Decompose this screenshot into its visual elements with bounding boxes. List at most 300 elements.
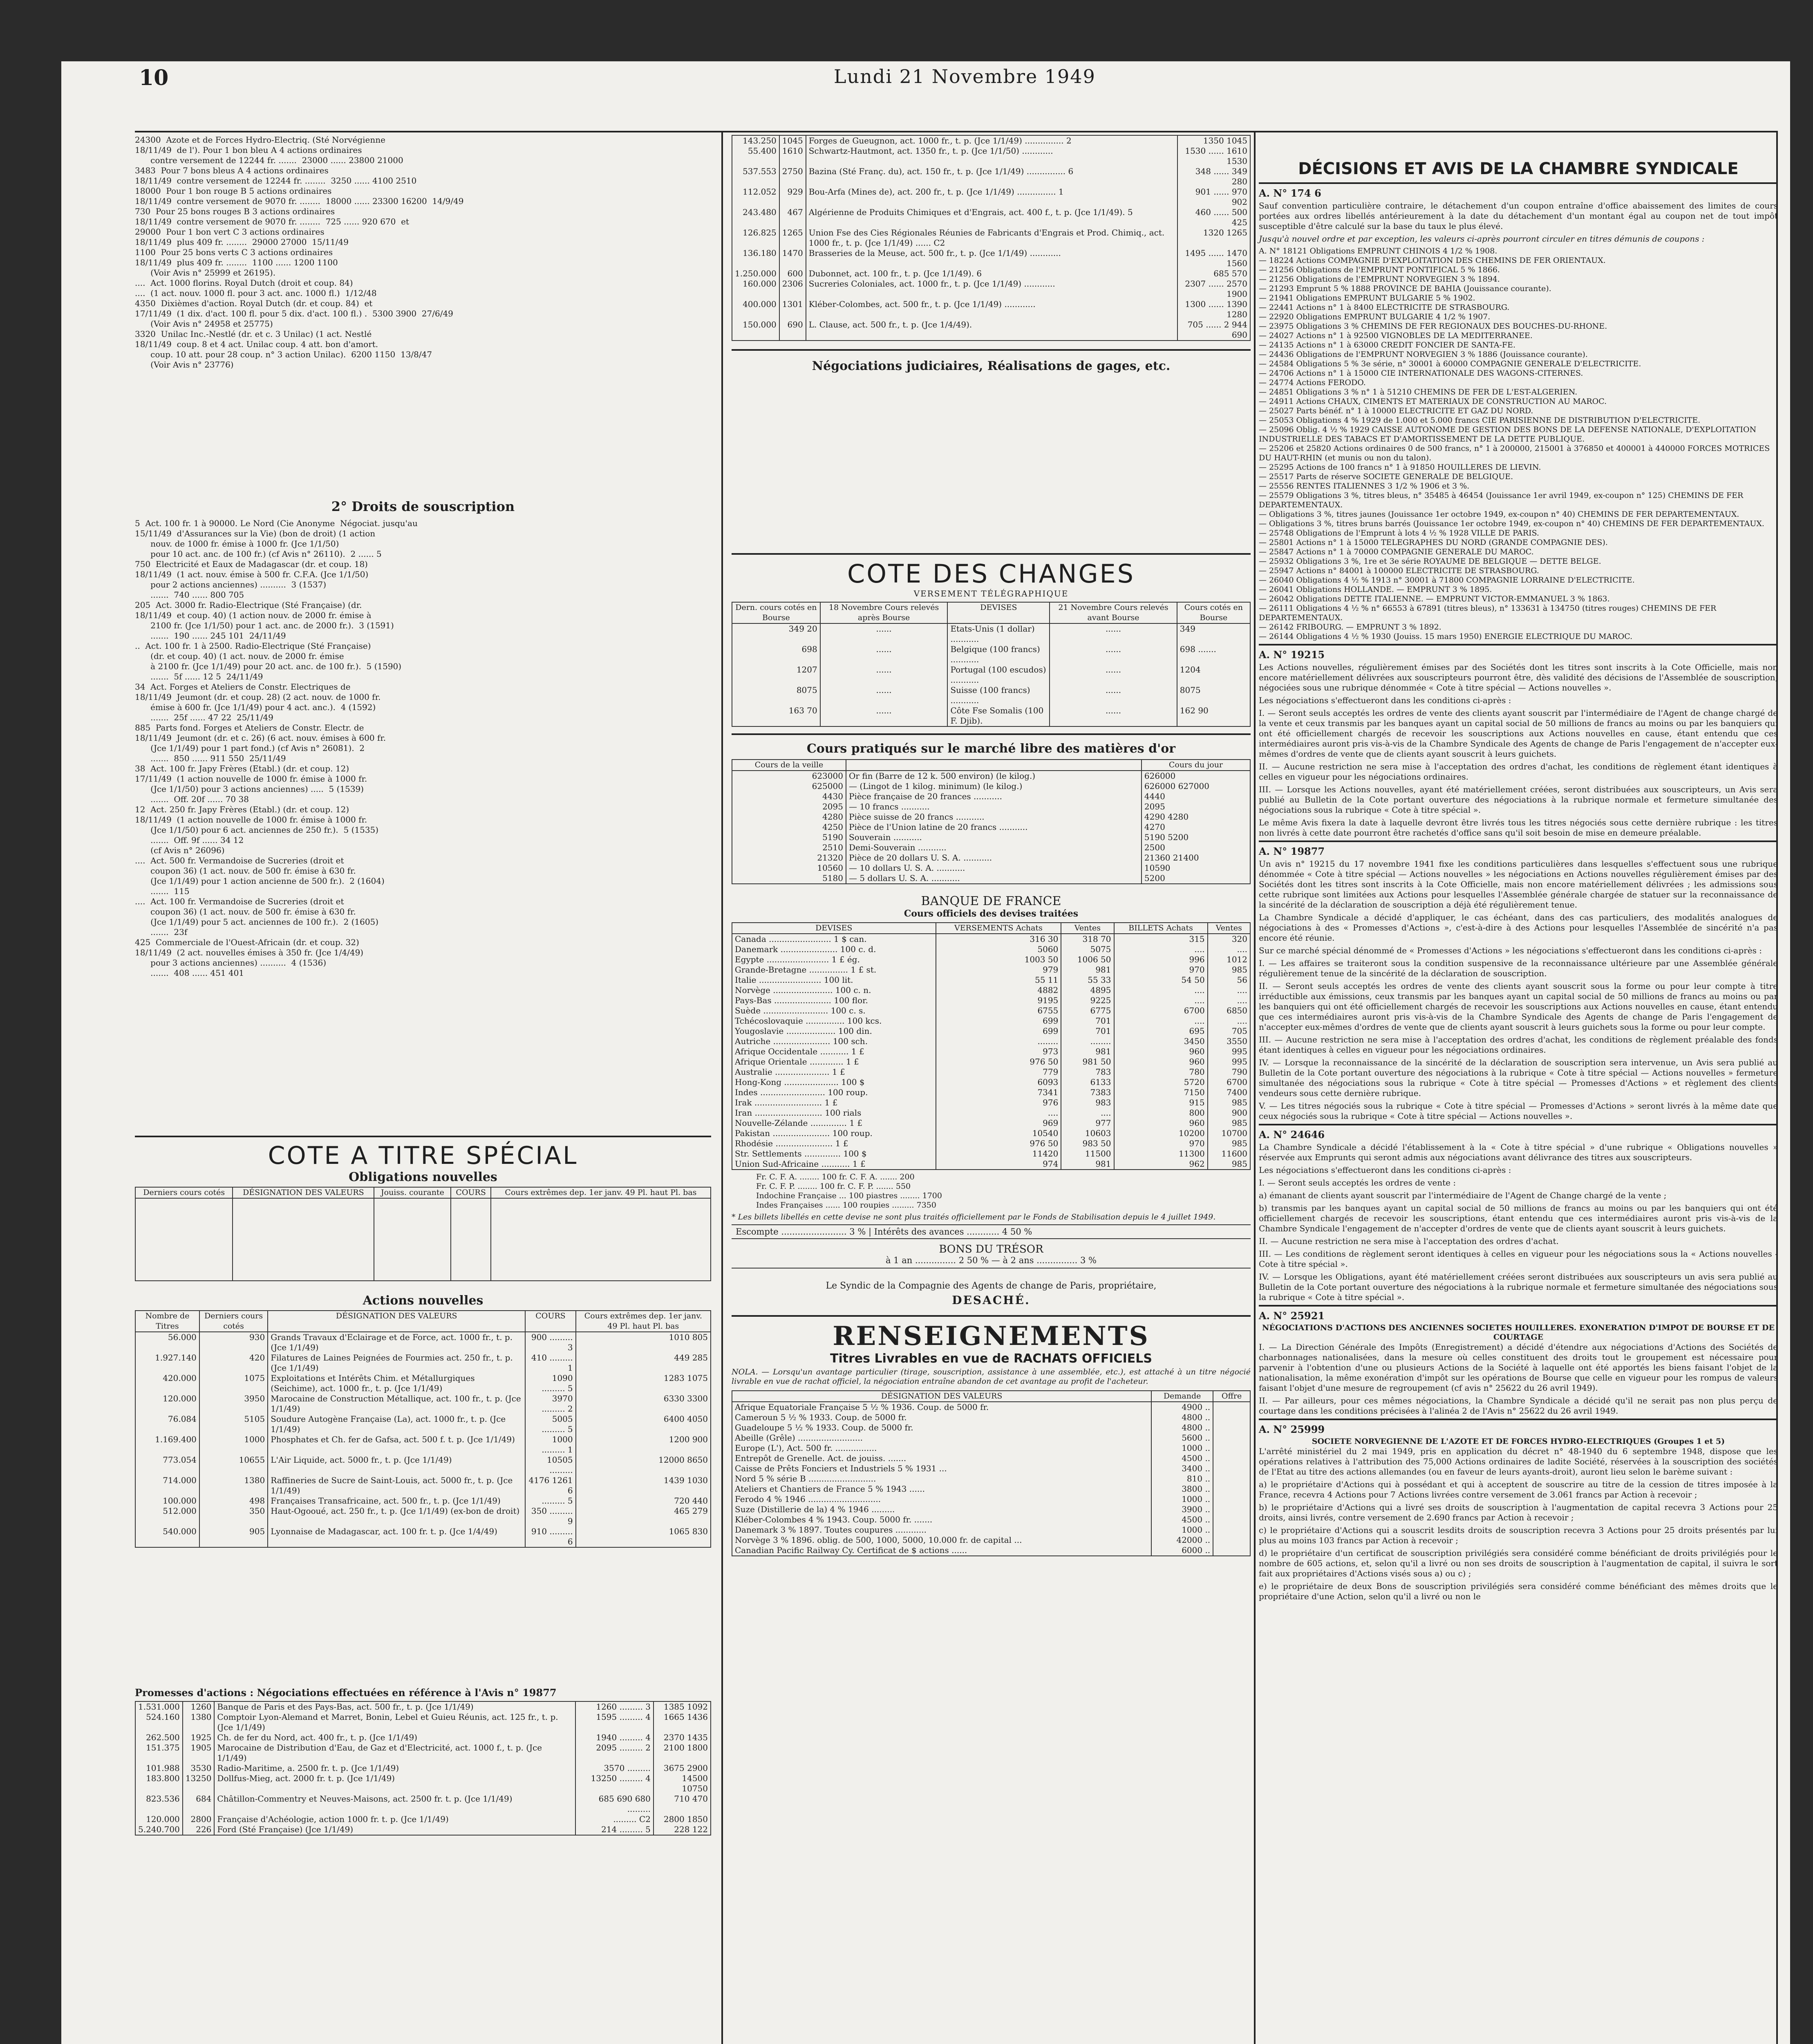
table-cell: Marocaine de Construction Métallique, act. 100 fr., t. p. (Jce 1/1/49) <box>268 1394 525 1414</box>
text-line: 2100 fr. (Jce 1/1/50) pour 1 act. anc. de 2000 fr.). 3 (1591) <box>135 621 394 630</box>
text-line: 18/11/49 (1 action nouvelle de 1000 fr. émise à 1000 fr. <box>135 815 367 825</box>
rule <box>1259 644 1778 645</box>
table-row <box>732 1118 1250 1128</box>
table-cell: 5600 .. <box>1151 1433 1213 1443</box>
table-cell: 983 50 <box>1061 1139 1114 1149</box>
table-cell: 790 <box>1208 1067 1250 1077</box>
table-cell: 1260 <box>183 1701 215 1712</box>
text-line: 4350 Dixièmes d'action. Royal Dutch (dr. et coup. 84) et <box>135 298 373 308</box>
table-row <box>732 135 1250 146</box>
col-header: Cours de la veille <box>732 760 846 771</box>
text-line: — 26111 Obligations 4 ½ % n° 66553 à 67891 (titres bleus), n° 133631 à 134750 (titres rouges) CHEMINS DE FER DEPARTEMENTAUX. <box>1259 604 1719 622</box>
bdf-table <box>732 922 1251 1170</box>
table-cell <box>1213 1402 1250 1412</box>
table-cell <box>1213 1484 1250 1494</box>
text-line: 18/11/49 (2 act. nouvelles émises à 350 fr. (Jce 1/4/49) <box>135 948 364 957</box>
paragraph: a) le propriétaire d'Actions qui à possédant et qui à acceptent de souscrire au titre de la cession de titres imposée à la France, recevra 4 Actions pour 7 Actions livrées contre versement de 3.061 francs par Action à recevoir ; <box>1259 1479 1778 1499</box>
text-line: — Obligations 3 %, titres jaunes (Jouissance 1er octobre 1949, ex-coupon n° 40) CHEMINS DE FER DEPARTEMENTAUX. <box>1259 510 1739 519</box>
table-cell: 1000 .. <box>1151 1525 1213 1535</box>
table-cell: 42000 .. <box>1151 1535 1213 1545</box>
table-cell: Hong-Kong ..................... 100 $ <box>732 1077 936 1087</box>
table-cell: 1265 <box>779 228 806 248</box>
table-cell: 1925 <box>183 1732 215 1743</box>
table-cell: Dollfus-Mieg, act. 2000 fr. t. p. (Jce 1/1/49) <box>214 1773 575 1794</box>
table-cell: 10540 <box>936 1128 1061 1139</box>
table-cell: 6775 <box>1061 1006 1114 1016</box>
paragraph: L'arrêté ministériel du 2 mai 1949, pris en application du décret n° 48-1940 du 6 septembre 1948, dispose que les opérations relatives à l'attribution des 75,000 Actions ordinaires de ladite Société, réservées à la souscription des sociétés de l'Etat au titre des actions allemandes (ou en faveur de leurs ayants-droit), auront lieu selon le barème suivant : <box>1259 1446 1778 1477</box>
paragraph: La Chambre Syndicale a décidé d'appliquer, le cas échéant, dans des cas particuliers, des modalités analogues de négociations à des « Promesses d'Actions », c'est-à-dire à des Actions pour lesquelles l'Assemblée de sincérité n'a pas encore été réunie. <box>1259 912 1778 943</box>
table-cell: 5720 <box>1114 1077 1208 1087</box>
text-line: coupon 36) (1 act. nouv. de 500 fr. émise à 630 fr. <box>135 866 356 876</box>
table-cell: 3900 .. <box>1151 1504 1213 1515</box>
page-header <box>139 61 1749 106</box>
bdf-subtitle: Cours officiels des devises traitées <box>904 908 1079 919</box>
table-cell: 695 <box>1114 1026 1208 1036</box>
text-line: pour 2 actions anciennes) .......... 3 (1537) <box>135 580 327 589</box>
table-row <box>732 1453 1250 1464</box>
text-line: — 24911 Actions CHAUX, CIMENTS ET MATERIAUX DE CONSTRUCTION AU MAROC. <box>1259 397 1607 406</box>
text-line: — 24584 Obligations 5 % 3e série, n° 30001 à 60000 COMPAGNIE GENERALE D'ELECTRICITE. <box>1259 359 1641 368</box>
table-cell: 5190 <box>732 832 846 843</box>
table-cell: 714.000 <box>135 1475 199 1496</box>
text-line: ....... 408 ...... 451 401 <box>135 968 244 978</box>
col-header <box>846 760 1142 771</box>
text-line: .... Act. 100 fr. Vermandoise de Sucreries (droit et <box>135 896 344 906</box>
table-cell: 701 <box>1061 1016 1114 1026</box>
col-header: DEVISES <box>947 602 1050 623</box>
text-line: — 25517 Parts de réserve SOCIETE GENERALE DE BELGIQUE. <box>1259 472 1513 481</box>
table-cell: 962 <box>1114 1159 1208 1170</box>
text-line: 1100 Pour 25 bons verts C 3 actions ordinaires <box>135 247 333 257</box>
table-cell: 985 <box>1208 1118 1250 1128</box>
table-cell: 626000 <box>1142 771 1250 781</box>
table-cell: ...... <box>820 623 948 644</box>
table-cell: 1012 <box>1208 955 1250 965</box>
syndic-line: Le Syndic de la Compagnie des Agents de change de Paris, propriétaire, <box>826 1281 1157 1291</box>
table-cell <box>1213 1525 1250 1535</box>
table-cell: 7383 <box>1061 1087 1114 1098</box>
bdf-title: BANQUE DE FRANCE <box>921 894 1061 908</box>
table-cell: 1200 900 <box>576 1434 711 1455</box>
table-cell: 151.375 <box>135 1743 183 1763</box>
table-cell: 226 <box>183 1824 215 1835</box>
table-cell: 2306 <box>779 279 806 299</box>
table-cell: Ferodo 4 % 1946 ............................ <box>732 1494 1151 1504</box>
table-cell: Europe (L'), Act. 500 fr. ................ <box>732 1443 1151 1453</box>
table-cell: 685 690 680 ......... <box>575 1794 654 1814</box>
text-line: — 26042 Obligations DETTE ITALIENNE. — EMPRUNT VICTOR-EMMANUEL 3 % 1863. <box>1259 594 1610 603</box>
table-row <box>732 1423 1250 1433</box>
table-cell: 228 122 <box>654 1824 711 1835</box>
table-cell: 1.169.400 <box>135 1434 199 1455</box>
table-cell: 2500 <box>1142 843 1250 853</box>
table-cell: Belgique (100 francs) ........... <box>947 644 1050 665</box>
table-row <box>135 1475 711 1496</box>
table-cell: Brasseries de la Meuse, act. 500 fr., t. p. (Jce 1/1/49) ............ <box>806 248 1177 269</box>
table-cell: 5180 <box>732 873 846 884</box>
table-cell: 699 <box>936 1016 1061 1026</box>
col-header: Ventes <box>1061 923 1114 934</box>
table-cell: Canada ........................ 1 $ can. <box>732 934 936 944</box>
table-cell: 100.000 <box>135 1496 199 1506</box>
column-middle <box>732 135 1251 1556</box>
text-line: (Jce 1/1/50) pour 6 act. anciennes de 250 fr.). 5 (1535) <box>135 825 379 835</box>
table-row <box>135 1394 711 1414</box>
text-line: — 26041 Obligations HOLLANDE. — EMPRUNT 3 % 1895. <box>1259 585 1492 594</box>
text-line: — 24436 Obligations de l'EMPRUNT NORVEGIEN 3 % 1886 (Jouissance courante). <box>1259 350 1588 359</box>
table-cell: 7341 <box>936 1087 1061 1098</box>
table-cell: 985 <box>1208 1098 1250 1108</box>
text-line: — 26040 Obligations 4 ½ % 1913 n° 30001 à 71800 COMPAGNIE LORRAINE D'ELECTRICITE. <box>1259 576 1635 585</box>
table-row <box>135 1763 711 1773</box>
table-cell: 2095 ......... 2 <box>575 1743 654 1763</box>
text-line: pour 3 actions anciennes) .......... 4 (1536) <box>135 958 327 968</box>
table-cell: 1204 <box>1177 665 1250 685</box>
text-line: — 25096 Oblig. 4 ½ % 1929 CAISSE AUTONOME DE GESTION DES BONS DE LA DEFENSE NATIONALE, D'EXPLOITATION INDUSTRIELLE DES TABACS ET D'AMORTISSEMENT DE LA DETTE PUBLIQUE. <box>1259 425 1759 444</box>
or-table <box>732 759 1251 884</box>
table-cell: 21320 <box>732 853 846 863</box>
table-cell: 460 ...... 500 425 <box>1177 207 1250 228</box>
text-line: — 24851 Obligations 3 % n° 1 à 51210 CHEMINS DE FER DE L'EST-ALGERIEN. <box>1259 388 1578 397</box>
table-cell: 2100 1800 <box>654 1743 711 1763</box>
table-cell: Kléber-Colombes, act. 500 fr., t. p. (Jce 1/1/49) ............ <box>806 299 1177 320</box>
table-cell: L. Clause, act. 500 fr., t. p. (Jce 1/4/49). <box>806 320 1177 341</box>
table-row <box>732 873 1250 884</box>
table-cell: 2800 1850 <box>654 1814 711 1824</box>
table-cell: 10560 <box>732 863 846 873</box>
table-cell: 7150 <box>1114 1087 1208 1098</box>
table-cell <box>1213 1453 1250 1464</box>
table-cell: 780 <box>1114 1067 1208 1077</box>
table-cell: 540.000 <box>135 1526 199 1547</box>
table-cell: 1940 ......... 4 <box>575 1732 654 1743</box>
table-cell: 701 <box>1061 1026 1114 1036</box>
table-row <box>135 1332 711 1353</box>
text-line: — 21293 Emprunt 5 % 1888 PROVINCE DE BAHIA (Jouissance courante). <box>1259 284 1551 293</box>
table-cell: 960 <box>1114 1118 1208 1128</box>
renseignements-title: RENSEIGNEMENTS <box>833 1321 1150 1351</box>
text-line: (Voir Avis n° 25999 et 26195). <box>135 268 276 278</box>
table-cell <box>1213 1504 1250 1515</box>
table-cell: 823.536 <box>135 1794 183 1814</box>
table-cell: 55.400 <box>732 146 779 166</box>
col-header: COURS <box>451 1187 490 1198</box>
table-cell: 1301 <box>779 299 806 320</box>
table-row <box>732 1128 1250 1139</box>
table-row <box>732 207 1250 228</box>
table-cell: 4290 4280 <box>1142 812 1250 822</box>
table-cell: Demi-Souverain ........... <box>846 843 1142 853</box>
col-header: DEVISES <box>732 923 936 934</box>
table-cell: 779 <box>936 1067 1061 1077</box>
table-cell: 10505 ......... <box>525 1455 575 1475</box>
text-line: 5 Act. 100 fr. 1 à 90000. Le Nord (Cie Anonyme Négociat. jusqu'au <box>135 518 418 528</box>
rule <box>1259 1305 1778 1307</box>
table-cell: 995 <box>1208 1057 1250 1067</box>
table-cell: Suze (Distillerie de la) 4 % 1946 ......... <box>732 1504 1151 1515</box>
table-cell: Afrique Orientale ............. 1 £ <box>732 1057 936 1067</box>
text-line: — 25947 Actions n° 84001 à 100000 ELECTRICITE DE STRASBOURG. <box>1259 566 1539 575</box>
table-row <box>732 934 1250 944</box>
table-cell: 930 <box>199 1332 268 1353</box>
table-cell: 960 <box>1114 1047 1208 1057</box>
table-cell: 10700 <box>1208 1128 1250 1139</box>
table-cell: 1320 1265 <box>1177 228 1250 248</box>
text-line: — 24706 Actions n° 1 à 15000 CIE INTERNATIONALE DES WAGONS-CITERNES. <box>1259 369 1583 378</box>
table-cell: 773.054 <box>135 1455 199 1475</box>
table-cell <box>1213 1423 1250 1433</box>
table-cell: 10200 <box>1114 1128 1208 1139</box>
table-cell: ...... <box>1050 623 1177 644</box>
table-cell: 685 570 <box>1177 269 1250 279</box>
table-cell: ...... <box>1050 665 1177 685</box>
table-cell: 262.500 <box>135 1732 183 1743</box>
text-line: ....... 115 <box>135 886 190 896</box>
table-cell: 4430 <box>732 791 846 802</box>
table-cell: 981 <box>1061 1047 1114 1057</box>
col-header: Cours du jour <box>1142 760 1250 771</box>
text-line: .... Act. 500 fr. Vermandoise de Sucreries (droit et <box>135 856 344 865</box>
table-row <box>732 187 1250 207</box>
table-cell: — (Lingot de 1 kilog. minimum) (le kilog.) <box>846 781 1142 791</box>
col-header: VERSEMENTS Achats <box>936 923 1061 934</box>
table-cell: 974 <box>936 1159 1061 1170</box>
table-cell: 5060 <box>936 944 1061 955</box>
paragraph: Les Actions nouvelles, régulièrement émises par des Sociétés dont les titres sont inscrits à la Cote Officielle, mais non encore matériellement délivrées aux souscripteurs pourront être, dès validité des décisions de l'Assemblée de souscription, négociées sous une rubrique dénommée « Cote à titre spécial — Actions nouvelles ». <box>1259 662 1778 693</box>
table-row <box>732 166 1250 187</box>
table-cell: 4270 <box>1142 822 1250 832</box>
table-row <box>732 771 1250 781</box>
table-cell: Schwartz-Hautmont, act. 1350 fr., t. p. (Jce 1/1/50) ............ <box>806 146 1177 166</box>
table-cell: 12000 8650 <box>576 1455 711 1475</box>
table-cell: 3970 ......... 2 <box>525 1394 575 1414</box>
table-cell: 1610 <box>779 146 806 166</box>
table-row <box>732 1016 1250 1026</box>
col-header: DÉSIGNATION DES VALEURS <box>732 1391 1151 1402</box>
table-cell: — 10 dollars U. S. A. ........... <box>846 863 1142 873</box>
table-cell: 800 <box>1114 1108 1208 1118</box>
table-cell: 1350 1045 <box>1177 135 1250 146</box>
table-row <box>732 706 1250 726</box>
text-line: 12 Act. 250 fr. Japy Frères (Etabl.) (dr. et coup. 12) <box>135 805 349 814</box>
paragraph: I. — Seront seuls acceptés les ordres de vente des clients ayant souscrit par l'intermédiaire de l'Agent de change chargé de la vente et ceux transmis par les banques ayant un capital social de 50 millions de francs au moins ou par les banquiers qui ont été officiellement chargés de recevoir les souscriptions aux Actions nouvelles en cause, étant entendu que ces intermédiaires auront pris vis-à-vis de la Chambre Syndicale des Agents de change de Paris l'engagement de n'accepter eux-mêmes d'ordres de vente que de clients ayant souscrit à leurs guichets. <box>1259 708 1778 759</box>
table-cell: 985 <box>1208 1139 1250 1149</box>
table-cell: 4882 <box>936 985 1061 995</box>
paragraph: II. — Aucune restriction ne sera mise à l'acceptation des ordres d'achat, les conditions de règlement étant identiques à celles en vigueur pour les négociations ordinaires. <box>1259 762 1778 782</box>
text-line: — 25932 Obligations 3 %, 1re et 3e série ROYAUME DE BELGIQUE — DETTE BELGE. <box>1259 557 1601 566</box>
table-row <box>732 228 1250 248</box>
table-row <box>732 863 1250 873</box>
table-cell: 3450 <box>1114 1036 1208 1047</box>
table-cell: .... <box>1114 985 1208 995</box>
table-row <box>135 1506 711 1526</box>
table-cell: 537.553 <box>732 166 779 187</box>
paragraph: V. — Les titres négociés sous la rubrique « Cote à titre spécial — Promesses d'Actions » seront livrés à la même date que ceux négociés sous la rubrique « Cote à titre spécial — Actions nouvelles ». <box>1259 1101 1778 1121</box>
table-cell: 2370 1435 <box>654 1732 711 1743</box>
col-header: COURS <box>525 1311 575 1332</box>
text-line: 750 Electricité et Eaux de Madagascar (dr. et coup. 18) <box>135 559 368 569</box>
avis-subtitle: NÉGOCIATIONS D'ACTIONS DES ANCIENNES SOCIETES HOUILLERES. EXONERATION D'IMPOT DE BOURSE ET DE COURTAGE <box>1262 1323 1775 1342</box>
text-line: — 26142 FRIBOURG. — EMPRUNT 3 % 1892. <box>1259 623 1441 632</box>
table-cell: 1380 <box>183 1712 215 1732</box>
table-cell: 970 <box>1114 1139 1208 1149</box>
table-row <box>732 812 1250 822</box>
table-cell: Danemark ...................... 100 c. d. <box>732 944 936 955</box>
text-line: — 25579 Obligations 3 %, titres bleus, n° 35485 à 46454 (Jouissance 1er avril 1949, ex-coupon n° 125) CHEMINS DE FER DEPARTEMENTAUX. <box>1259 491 1746 509</box>
table-row <box>732 1484 1250 1494</box>
table-cell: 720 440 <box>576 1496 711 1506</box>
table-cell: 214 ......... 5 <box>575 1824 654 1835</box>
table-cell: Yougoslavie ................... 100 din. <box>732 1026 936 1036</box>
table-cell: 1003 50 <box>936 955 1061 965</box>
table-cell: Indes ......................... 100 roup. <box>732 1087 936 1098</box>
table-cell: 600 <box>779 269 806 279</box>
table-cell <box>1213 1474 1250 1484</box>
text-line: 18/11/49 contre versement de 9070 fr. ........ 18000 ...... 23300 16200 14/9/49 <box>135 196 464 206</box>
table-cell: ......... 5 <box>525 1496 575 1506</box>
table-cell: 1665 1436 <box>654 1712 711 1732</box>
text-line: — 24027 Actions n° 1 à 92500 VIGNOBLES DE LA MEDITERRANEE. <box>1259 331 1533 340</box>
table-cell: Soudure Autogène Française (La), act. 1000 fr., t. p. (Jce 1/1/49) <box>268 1414 525 1434</box>
avis-number: A. N° 19877 <box>1259 845 1325 857</box>
avis-number: A. N° 25999 <box>1259 1423 1325 1435</box>
text-line: 15/11/49 d'Assurances sur la Vie) (bon de droit) (1 action <box>135 529 376 538</box>
spacer <box>732 381 1251 553</box>
table-cell: 1.531.000 <box>135 1701 183 1712</box>
table-row <box>135 1794 711 1814</box>
text-line: (dr. et coup. 40) (1 act. nouv. de 2000 fr. émise <box>135 651 344 661</box>
table-row <box>732 279 1250 299</box>
table-cell: Grande-Bretagne ............... 1 £ st. <box>732 965 936 975</box>
text-line: — 26144 Obligations 4 ½ % 1930 (Jouiss. 15 mars 1950) ENERGIE ELECTRIQUE DU MAROC. <box>1259 632 1633 641</box>
table-cell: 6700 <box>1114 1006 1208 1016</box>
table-cell: 3550 <box>1208 1036 1250 1047</box>
text-line: 18/11/49 (1 act. nouv. émise à 500 fr. C.F.A. (Jce 1/1/50) <box>135 569 369 579</box>
paragraph: III. — Lorsque les Actions nouvelles, ayant été matériellement créées, seront distribuées aux souscripteurs, un Avis sera publié au Bulletin de la Cote portant ouverture des négociations à la rubrique normale et fermeture simultanée des négociations sous la rubrique « Cote à titre spécial ». <box>1259 784 1778 815</box>
table-cell: Guadeloupe 5 ½ % 1933. Coup. de 5000 fr. <box>732 1423 1151 1433</box>
table-cell: 5200 <box>1142 873 1250 884</box>
table-cell: 126.825 <box>732 228 779 248</box>
table-cell: ...... <box>820 665 948 685</box>
table-cell: 6850 <box>1208 1006 1250 1016</box>
text-line: ....... 5f ...... 12 5 24/11/49 <box>135 672 263 681</box>
table-cell: Françaises Transafricaine, act. 500 fr., t. p. (Jce 1/1/49) <box>268 1496 525 1506</box>
text-line: 38 Act. 100 fr. Japy Frères (Etabl.) (dr. et coup. 12) <box>135 764 349 773</box>
text-line: Indochine Française ... 100 piastres ........ 1700 <box>756 1191 942 1200</box>
table-cell: .... <box>1114 944 1208 955</box>
table-cell: 2307 ...... 2570 1900 <box>1177 279 1250 299</box>
rule <box>1259 182 1778 184</box>
text-line: ....... 190 ...... 245 101 24/11/49 <box>135 631 286 641</box>
table-cell: — 10 francs ........... <box>846 802 1142 812</box>
table-row <box>732 269 1250 279</box>
text-line: — 23975 Obligations 3 % CHEMINS DE FER REGIONAUX DES BOUCHES-DU-RHONE. <box>1259 322 1607 331</box>
column-left <box>135 135 711 1836</box>
col-header: DÉSIGNATION DES VALEURS <box>233 1187 374 1198</box>
section-azote-dividends <box>135 135 711 495</box>
table-cell: Entrepôt de Grenelle. Act. de jouiss. ....... <box>732 1453 1151 1464</box>
table-cell: 4900 .. <box>1151 1402 1213 1412</box>
table-cell: Française d'Achéologie, action 1000 fr. t. p. (Jce 1/1/49) <box>214 1814 575 1824</box>
rule <box>732 553 1251 555</box>
table-cell: 1530 ...... 1610 1530 <box>1177 146 1250 166</box>
text-line: 18/11/49 coup. 8 et 4 act. Unilac coup. 4 att. bon d'amort. <box>135 339 378 349</box>
text-line: Indes Françaises ...... 100 roupies ......... 7350 <box>756 1201 936 1210</box>
table-cell: Kléber-Colombes 4 % 1943. Coup. 5000 fr. ....... <box>732 1515 1151 1525</box>
chambre-syndicale-title: DÉCISIONS ET AVIS DE LA CHAMBRE SYNDICALE <box>1298 159 1739 178</box>
table-row <box>135 1496 711 1506</box>
table-cell: 4280 <box>732 812 846 822</box>
table-cell: 4500 .. <box>1151 1515 1213 1525</box>
col-header: 18 Novembre Cours relevés après Bourse <box>820 602 948 623</box>
table-row <box>732 1108 1250 1118</box>
table-cell: .... <box>1114 995 1208 1006</box>
table-cell: Pakistan ...................... 100 roup. <box>732 1128 936 1139</box>
table-cell: .... <box>1061 1108 1114 1118</box>
table-cell: 5105 <box>199 1414 268 1434</box>
text-line: — Obligations 3 %, titres bruns barrés (Jouissance 1er octobre 1949, ex-coupon n° 40) CHEMINS DE FER DEPARTEMENTAUX. <box>1259 519 1764 528</box>
table-cell: 976 50 <box>936 1057 1061 1067</box>
table-row <box>732 1087 1250 1098</box>
table-cell: Afrique Occidentale ........... 1 £ <box>732 1047 936 1057</box>
avis-text: Jusqu'à nouvel ordre et par exception, les valeurs ci-après pourront circuler en titres démunis de coupons : <box>1259 234 1705 244</box>
table-cell: 6700 <box>1208 1077 1250 1087</box>
table-cell: 983 <box>1061 1098 1114 1108</box>
table-cell: 2510 <box>732 843 846 853</box>
table-cell: 320 <box>1208 934 1250 944</box>
table-cell: 410 ......... 1 <box>525 1353 575 1373</box>
table-cell: 3570 ......... <box>575 1763 654 1773</box>
table-cell: 5075 <box>1061 944 1114 955</box>
actions-nouvelles-title: Actions nouvelles <box>363 1293 483 1308</box>
paragraph: e) le propriétaire de deux Bons de souscription privilégiés sera considéré comme bénéficiant des mêmes droits que le propriétaire d'une Action, selon qu'il a livré ou non le <box>1259 1581 1778 1601</box>
table-cell: 76.084 <box>135 1414 199 1434</box>
table-cell: Iran .......................... 100 rials <box>732 1108 936 1118</box>
table-row <box>732 623 1250 644</box>
avis-text: Sauf convention particulière contraire, le détachement d'un coupon entraîne d'office abaissement des limites de cours portées aux ordres libellés antérieurement à la date du détachement d'un montant égal au coupon net de tout impôt susceptible d'être calculé sur la base du taux le plus élevé. <box>1259 201 1778 231</box>
negociations-judiciaires: Négociations judiciaires, Réalisations de gages, etc. <box>812 359 1171 373</box>
table-cell: Grands Travaux d'Eclairage et de Force, act. 1000 fr., t. p. (Jce 1/1/49) <box>268 1332 525 1353</box>
paragraph: IV. — Lorsque la reconnaissance de la sincérité de la déclaration de souscription sera intervenue, un Avis sera publié au Bulletin de la Cote portant ouverture des négociations à la rubrique « Cote à titre spécial — Actions nouvelles » fermeture simultanée des négociations sous la rubrique « Cote à titre spécial — Promesses d'Actions » et règlement des clients vendeurs sous cette dernière rubrique. <box>1259 1058 1778 1098</box>
table-cell: 969 <box>936 1118 1061 1128</box>
table-cell: Algérienne de Produits Chimiques et d'Engrais, act. 400 f., t. p. (Jce 1/1/49). 5 <box>806 207 1177 228</box>
table-cell: 1260 ......... 3 <box>575 1701 654 1712</box>
table-row <box>732 781 1250 791</box>
text-line: nouv. de 1000 fr. émise à 1000 fr. (Jce 1/1/50) <box>135 539 339 549</box>
table-cell: ...... <box>1050 706 1177 726</box>
titres-demunis-list <box>1259 247 1778 641</box>
table-cell: 349 20 <box>732 623 820 644</box>
table-cell: 1385 1092 <box>654 1701 711 1712</box>
text-line: — 25556 RENTES ITALIENNES 3 1/2 % 1906 et 3 %. <box>1259 482 1470 491</box>
table-cell: 55 33 <box>1061 975 1114 985</box>
text-line: — 22920 Obligations EMPRUNT BULGARIE 4 1/2 % 1907. <box>1259 312 1491 321</box>
table-row <box>732 299 1250 320</box>
table-cell: 1.250.000 <box>732 269 779 279</box>
table-cell: Forges de Gueugnon, act. 1000 fr., t. p. (Jce 1/1/49) ............... 2 <box>806 135 1177 146</box>
table-cell: 979 <box>936 965 1061 975</box>
column-right <box>1259 135 1778 1604</box>
spacer <box>135 1548 711 1683</box>
actions-nouvelles-table <box>135 1310 711 1548</box>
table-cell: 1495 ...... 1470 1560 <box>1177 248 1250 269</box>
table-cell: Norvège ....................... 100 c. n. <box>732 985 936 995</box>
table-cell: 120.000 <box>135 1394 199 1414</box>
section-droits-souscription <box>135 518 711 1132</box>
table-cell: 973 <box>936 1047 1061 1057</box>
avis-25999-text <box>1259 1446 1778 1602</box>
top-rule <box>135 131 1778 132</box>
